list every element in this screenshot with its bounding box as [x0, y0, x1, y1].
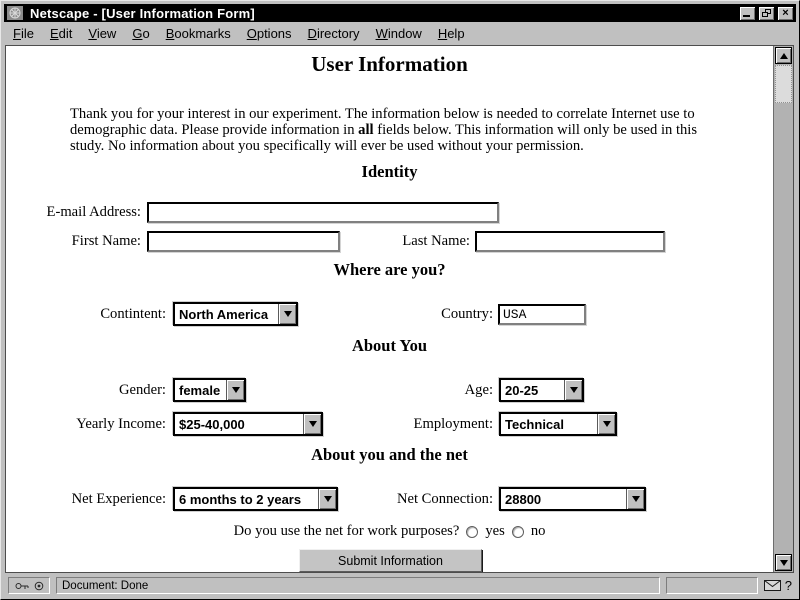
work-yes-radio[interactable] — [466, 526, 478, 538]
chevron-down-icon — [324, 496, 332, 502]
experience-select[interactable] — [173, 487, 338, 511]
minimize-icon — [743, 15, 750, 17]
income-label: Yearly Income: — [76, 416, 166, 432]
restore-button[interactable] — [758, 6, 775, 21]
income-value: $25-40,000 — [179, 416, 245, 432]
page-title: User Information — [311, 52, 468, 76]
menu-bookmarks[interactable]: Bookmarks — [165, 26, 231, 41]
age-select[interactable] — [499, 378, 584, 402]
first-name-input[interactable] — [147, 231, 340, 252]
experience-value: 6 months to 2 years — [179, 491, 302, 507]
triangle-up-icon — [780, 53, 788, 59]
section-heading-about-you: About You — [351, 336, 428, 355]
menu-help[interactable]: Help — [437, 26, 465, 41]
menu-go[interactable]: Go — [132, 26, 150, 41]
gender-select[interactable] — [173, 378, 246, 402]
status-message: Document: Done — [56, 577, 660, 594]
continent-dropdown-button[interactable] — [278, 304, 296, 324]
gender-label: Gender: — [118, 382, 166, 398]
age-dropdown-button[interactable] — [564, 380, 582, 400]
restore-icon — [762, 9, 771, 17]
experience-label: Net Experience: — [71, 491, 166, 507]
menu-window[interactable]: Window — [375, 26, 422, 41]
continent-label: Contintent: — [100, 306, 166, 322]
document — [6, 46, 773, 572]
income-select[interactable] — [173, 412, 323, 436]
minimize-button[interactable] — [739, 6, 756, 21]
section-heading-identity: Identity — [361, 162, 418, 181]
age-value: 20-25 — [505, 382, 539, 398]
continent-select[interactable] — [173, 302, 298, 326]
help-icon[interactable]: ? — [784, 578, 792, 593]
menu-options[interactable]: Options — [246, 26, 292, 41]
chevron-down-icon — [284, 311, 292, 317]
income-dropdown-button[interactable] — [303, 414, 321, 434]
scrollbar-thumb[interactable] — [775, 65, 792, 103]
connection-label: Net Connection: — [396, 491, 493, 507]
age-label: Age: — [464, 382, 493, 398]
last-name-label: Last Name: — [402, 233, 470, 249]
menu-view[interactable]: View — [88, 26, 117, 41]
employment-value: Technical — [505, 416, 565, 432]
window-title: Netscape - [User Information Form] — [30, 5, 255, 21]
close-button[interactable] — [777, 6, 794, 21]
submit-button[interactable]: Submit Information — [299, 549, 482, 572]
gender-value: female — [179, 382, 221, 398]
scroll-up-button[interactable] — [775, 47, 792, 64]
chevron-down-icon — [570, 387, 578, 393]
menu-directory[interactable]: Directory — [307, 26, 360, 41]
content-area — [5, 45, 794, 573]
work-yes-label: yes — [485, 523, 505, 539]
security-indicator — [8, 577, 50, 594]
work-no-label: no — [530, 523, 546, 539]
chevron-down-icon — [632, 496, 640, 502]
menu-file[interactable]: File — [13, 26, 34, 41]
continent-value: North America — [179, 306, 269, 322]
email-label: E-mail Address: — [46, 204, 141, 220]
employment-select[interactable] — [499, 412, 617, 436]
mail-icon[interactable] — [764, 580, 781, 591]
close-icon: × — [782, 6, 789, 19]
connection-value: 28800 — [505, 491, 542, 507]
first-name-label: First Name: — [71, 233, 141, 249]
title-bar[interactable] — [4, 4, 796, 22]
menu-bar — [5, 23, 795, 44]
vertical-scrollbar[interactable] — [773, 46, 793, 572]
connection-select[interactable] — [499, 487, 646, 511]
menu-edit[interactable]: Edit — [49, 26, 73, 41]
netscape-icon — [7, 6, 25, 21]
work-purposes-row — [6, 523, 773, 540]
employment-label: Employment: — [413, 416, 493, 432]
work-no-radio[interactable] — [512, 526, 524, 538]
progress-bar — [666, 577, 758, 594]
country-label: Country: — [441, 306, 493, 322]
country-input[interactable] — [498, 304, 586, 325]
chevron-down-icon — [232, 387, 240, 393]
intro-paragraph: Thank you for your interest in our experiment. The information below is needed to correlate Internet use to demographic data. Please provide information in all fields below. This information will only be used in this study. No information about you specifically will ever be used without your permission. — [70, 105, 698, 155]
employment-dropdown-button[interactable] — [597, 414, 615, 434]
triangle-down-icon — [780, 560, 788, 566]
connection-dropdown-button[interactable] — [626, 489, 644, 509]
security-key-icon — [15, 581, 31, 591]
section-heading-location: Where are you? — [333, 260, 446, 279]
scroll-down-button[interactable] — [775, 554, 792, 571]
status-dot-icon — [34, 581, 44, 591]
chevron-down-icon — [603, 421, 611, 427]
work-question: Do you use the net for work purposes? — [233, 523, 460, 539]
last-name-input[interactable] — [475, 231, 665, 252]
section-heading-about-net: About you and the net — [311, 445, 468, 464]
experience-dropdown-button[interactable] — [318, 489, 336, 509]
chevron-down-icon — [309, 421, 317, 427]
email-input[interactable] — [147, 202, 499, 223]
status-bar — [5, 575, 795, 596]
gender-dropdown-button[interactable] — [226, 380, 244, 400]
